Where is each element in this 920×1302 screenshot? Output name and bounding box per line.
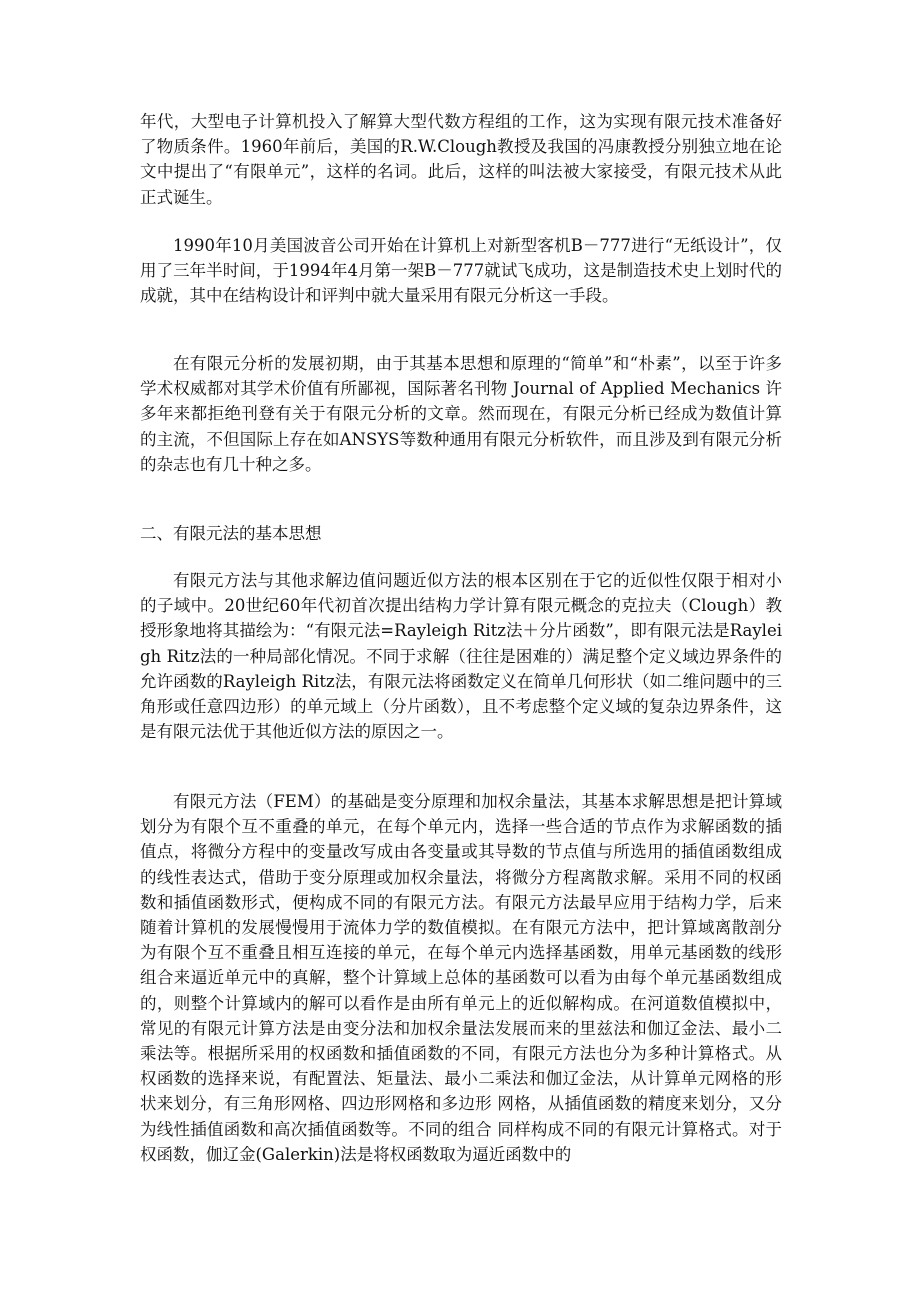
paragraph-history-computers: 年代，大型电子计算机投入了解算大型代数方程组的工作，这为实现有限元技术准备好了物质条件。1960年前后，美国的R.W.Clough教授及我国的冯康教授分别独立地在论文中提出了“有限单元”，这样的名词。此后，这样的叫法被大家接受，有限元技术从此正式诞生。 [140,112,782,207]
paragraph-fem-vs-other-methods: 有限元方法与其他求解边值问题近似方法的根本区别在于它的近似性仅限于相对小的子域中。20世纪60年代初首次提出结构力学计算有限元概念的克拉夫（Clough）教授形象地将其描绘为：“有限元法=Rayleigh Ritz法＋分片函数”，即有限元法是Rayleigh Ritz法的一种局部化情况。不同于求解（往往是困难的）满足整个定义域边界条件的允许函数的Rayleigh Ritz法，有限元法将函数定义在简单几何形状（如二维问题中的三角形或任意四边形）的单元域上（分片函数），且不考虑整个定义域的复杂边界条件，这是有限元法优于其他近似方法的原因之一。 [140,571,782,742]
paragraph-fem-basics: 有限元方法（FEM）的基础是变分原理和加权余量法，其基本求解思想是把计算域划分为有限个互不重叠的单元，在每个单元内，选择一些合适的节点作为求解函数的插值点，将微分方程中的变量改写成由各变量或其导数的节点值与所选用的插值函数组成的线性表达式，借助于变分原理或加权余量法，将微分方程离散求解。采用不同的权函数和插值函数形式，便构成不同的有限元方法。有限元方法最早应用于结构力学，后来随着计算机的发展慢慢用于流体力学的数值模拟。在有限元方法中，把计算域离散剖分为有限个互不重叠且相互连接的单元，在每个单元内选择基函数，用单元基函数的线形组合来逼近单元中的真解，整个计算域上总体的基函数可以看为由每个单元基函数组成的，则整个计算域内的解可以看作是由所有单元上的近似解构成。在河道数值模拟中，常见的有限元计算方法是由变分法和加权余量法发展而来的里兹法和伽辽金法、最小二乘法等。根据所采用的权函数和插值函数的不同，有限元方法也分为多种计算格式。从权函数的选择来说，有配置法、矩量法、最小二乘法和伽辽金法，从计算单元网格的形状来划分，有三角形网格、四边形网格和多边形 网格，从插值函数的精度来划分，又分为线性插值函数和高次插值函数等。不同的组合 同样构成不同的有限元计算格式。对于权函数，伽辽金(Galerkin)法是将权函数取为逼近函数中的 [140,792,782,1164]
paragraph-early-development: 在有限元分析的发展初期，由于其基本思想和原理的“简单”和“朴素”，以至于许多学术权威都对其学术价值有所鄙视，国际著名刊物 Journal of Applied Mechanics 许多年来都拒绝刊登有关于有限元分析的文章。然而现在，有限元分析已经成为数值计算的主流，不但国际上存在如ANSYS等数种通用有限元分析软件，而且涉及到有限元分析的杂志也有几十种之多。 [140,354,782,474]
section-heading: 二、有限元法的基本思想 [140,524,322,543]
paragraph-boeing-777: 1990年10月美国波音公司开始在计算机上对新型客机B－777进行“无纸设计”，仅用了三年半时间，于1994年4月第一架B－777就试飞成功，这是制造技术史上划时代的成就，其中在结构设计和评判中就大量采用有限元分析这一手段。 [140,236,782,306]
